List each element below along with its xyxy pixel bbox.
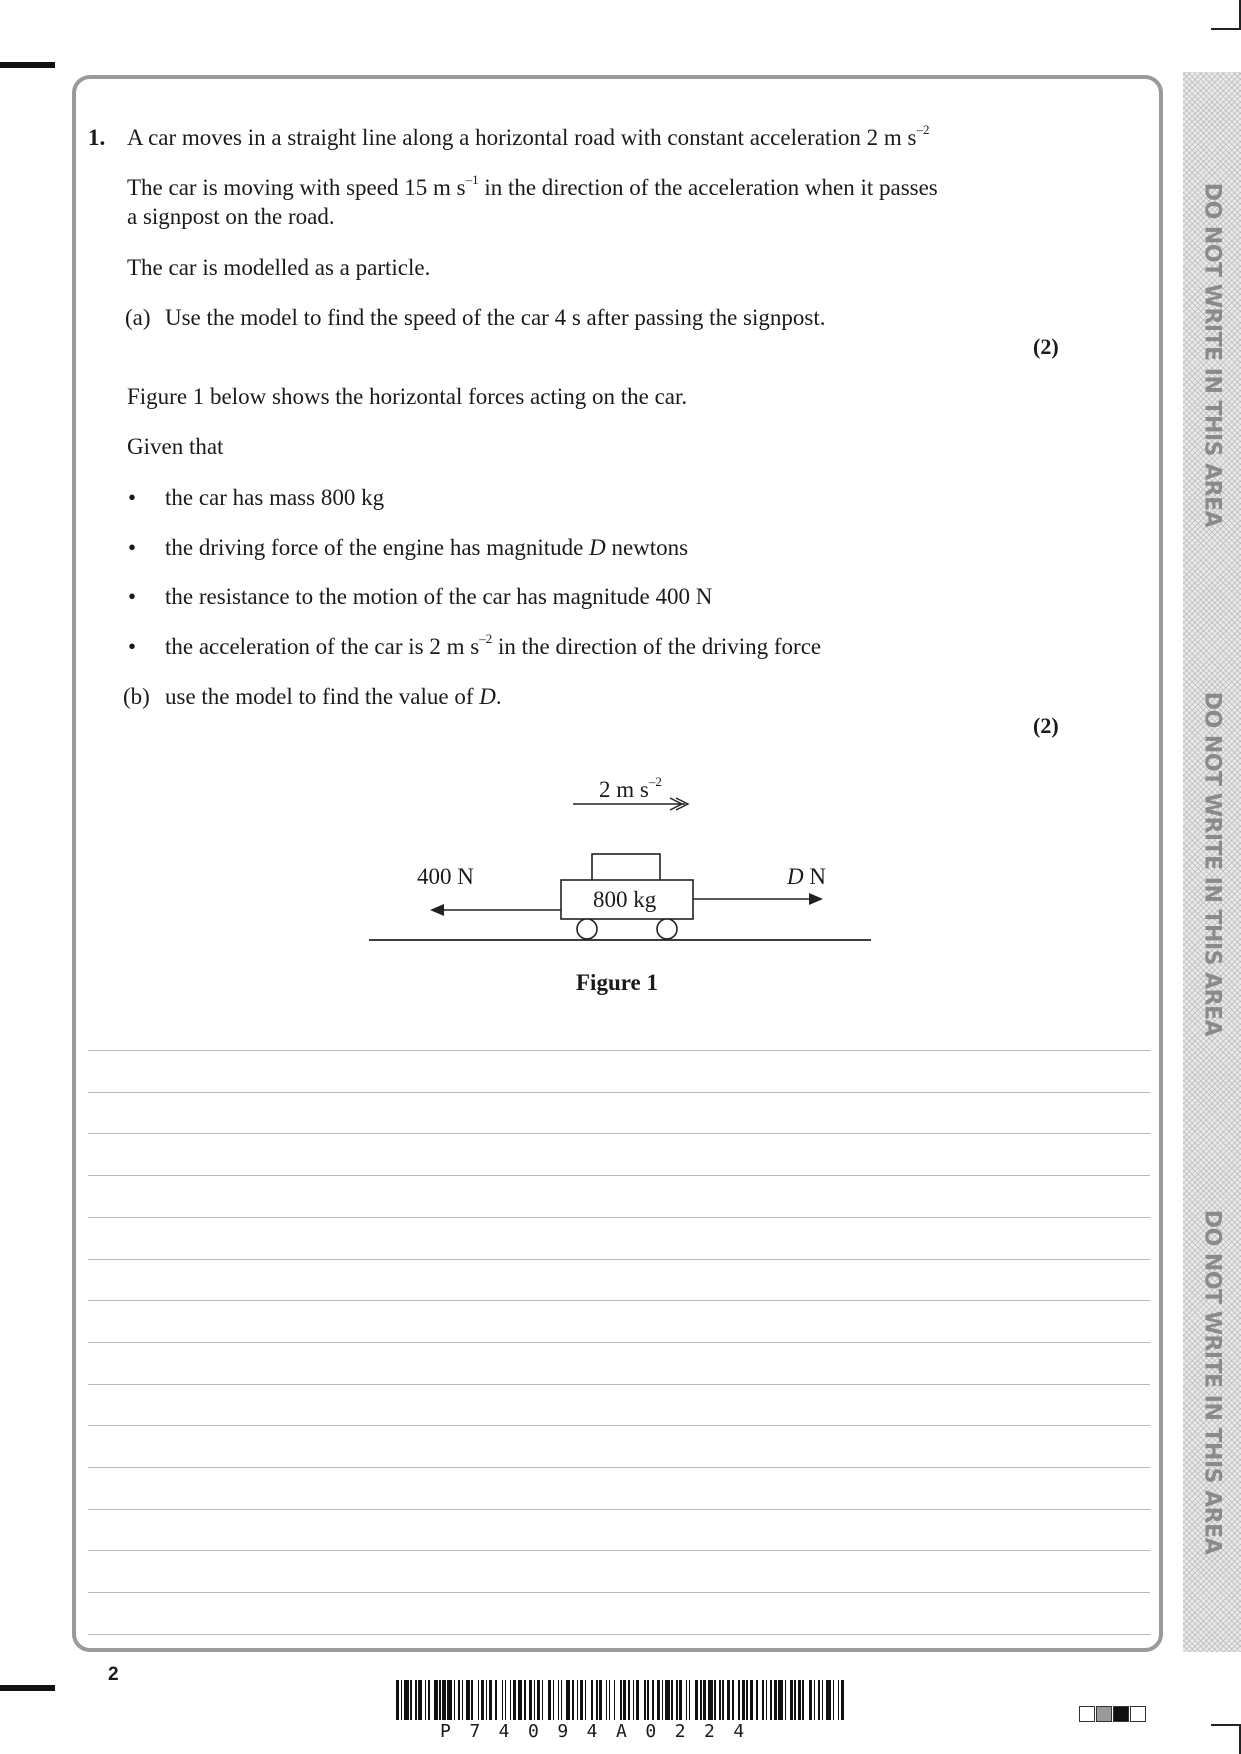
barcode-bar	[714, 1680, 716, 1720]
barcode-bar	[662, 1680, 664, 1720]
barcode-bar	[703, 1680, 706, 1720]
barcode-bar	[542, 1680, 544, 1720]
barcode-bar	[434, 1680, 437, 1720]
barcode-bar	[722, 1680, 724, 1720]
barcode-bar	[442, 1680, 445, 1720]
barcode-bar	[841, 1680, 844, 1720]
answer-line[interactable]	[88, 1550, 1150, 1551]
barcode-bar	[401, 1680, 403, 1720]
part-a-marks: (2)	[1033, 334, 1059, 359]
barcode-bar	[566, 1680, 571, 1720]
barcode-bar	[719, 1680, 721, 1720]
barcode-bar	[505, 1680, 507, 1720]
barcode-bar	[636, 1680, 639, 1720]
resistance-arrowhead	[430, 904, 444, 916]
barcode-bar	[614, 1680, 616, 1720]
barcode-bar	[620, 1680, 622, 1720]
barcode-bar	[770, 1680, 772, 1720]
barcode-bar	[647, 1680, 649, 1720]
barcode-bar	[466, 1680, 469, 1720]
barcode-bar	[750, 1680, 753, 1720]
barcode-bar	[689, 1680, 691, 1720]
barcode-bar	[652, 1680, 654, 1720]
barcode-bar	[798, 1680, 801, 1720]
barcode-bar	[738, 1680, 740, 1720]
answer-line[interactable]	[88, 1092, 1150, 1093]
barcode-bar	[486, 1680, 488, 1720]
barcode-bar	[676, 1680, 678, 1720]
mass-label: 800 kg	[593, 887, 657, 912]
car-wheel-right	[657, 919, 677, 939]
driving-force-label: D N	[787, 864, 826, 889]
bullet-1-mark: •	[128, 485, 137, 510]
barcode-bar	[439, 1680, 441, 1720]
question-number: 1.	[88, 125, 106, 150]
answer-line[interactable]	[88, 1050, 1150, 1051]
barcode-bar	[778, 1680, 783, 1720]
answer-line[interactable]	[88, 1509, 1150, 1510]
bullet-2-text: the driving force of the engine has magnitude D newtons	[165, 535, 689, 560]
barcode-bar	[727, 1680, 730, 1720]
barcode-bar	[695, 1680, 698, 1720]
crop-mark-top-right	[1211, 0, 1241, 30]
barcode-bar	[537, 1680, 540, 1720]
barcode-bar	[746, 1680, 748, 1720]
driving-force-arrowhead	[809, 893, 823, 905]
answer-line[interactable]	[88, 1425, 1150, 1426]
resistance-label: 400 N	[417, 864, 474, 889]
question-intro: A car moves in a straight line along a horizontal road with constant acceleration 2 m $s^{-2}$	[127, 122, 930, 150]
barcode-bar	[577, 1680, 579, 1720]
side-notice-1: DO NOT WRITE IN THIS AREA	[1199, 182, 1225, 528]
barcode-bar	[633, 1680, 635, 1720]
barcode-bar	[489, 1680, 492, 1720]
barcode-bar	[756, 1680, 758, 1720]
question-para2-line2: a signpost on the road.	[127, 204, 335, 229]
bullet-1-text: the car has mass 800 kg	[165, 485, 385, 510]
answer-line[interactable]	[88, 1175, 1150, 1176]
barcode-bar	[410, 1680, 412, 1720]
barcode-bar	[495, 1680, 497, 1720]
barcode-bar	[580, 1680, 583, 1720]
reg-square-4	[1130, 1706, 1146, 1722]
barcode-bar	[585, 1680, 587, 1720]
barcode-bar	[553, 1680, 555, 1720]
car-cab	[592, 854, 660, 883]
barcode-bar	[548, 1680, 551, 1720]
barcode-bar	[396, 1680, 399, 1720]
reg-square-2	[1096, 1706, 1112, 1722]
answer-line[interactable]	[88, 1634, 1150, 1635]
do-not-write-strip	[1183, 72, 1241, 1652]
acceleration-label: 2 m $s^{-2}$	[599, 774, 662, 802]
barcode-bar	[534, 1680, 536, 1720]
barcode-bar	[415, 1680, 417, 1720]
question-model: The car is modelled as a particle.	[127, 255, 431, 280]
answer-line[interactable]	[88, 1467, 1150, 1468]
barcode-bar	[481, 1680, 484, 1720]
barcode-bar	[524, 1680, 526, 1720]
side-notice-2: DO NOT WRITE IN THIS AREA	[1199, 691, 1225, 1037]
barcode	[396, 1680, 844, 1720]
barcode-bar	[818, 1680, 820, 1720]
answer-line[interactable]	[88, 1217, 1150, 1218]
barcode-bar	[591, 1680, 593, 1720]
page-number: 2	[108, 1664, 119, 1685]
barcode-bar	[558, 1680, 560, 1720]
barcode-bar	[700, 1680, 702, 1720]
barcode-bar	[471, 1680, 473, 1720]
given-that: Given that	[127, 434, 224, 459]
barcode-bar	[599, 1680, 602, 1720]
barcode-bar	[762, 1680, 764, 1720]
answer-line[interactable]	[88, 1133, 1150, 1134]
barcode-bar	[529, 1680, 532, 1720]
barcode-bar	[657, 1680, 660, 1720]
barcode-bar	[628, 1680, 630, 1720]
barcode-bar	[766, 1680, 768, 1720]
barcode-bar	[790, 1680, 793, 1720]
barcode-bar	[428, 1680, 430, 1720]
barcode-text: P74094A0224	[440, 1721, 763, 1742]
barcode-bar	[454, 1680, 456, 1720]
barcode-bar	[822, 1680, 824, 1720]
figure-intro: Figure 1 below shows the horizontal forces acting on the car.	[127, 384, 688, 409]
barcode-bar	[833, 1680, 835, 1720]
answer-line[interactable]	[88, 1384, 1150, 1385]
bullet-4-text: the acceleration of the car is 2 m $s^{-2}$ in the direction of the driving force	[165, 631, 822, 659]
barcode-bar	[561, 1680, 563, 1720]
barcode-bar	[606, 1680, 608, 1720]
barcode-bar	[708, 1680, 713, 1720]
answer-line[interactable]	[88, 1342, 1150, 1343]
barcode-bar	[404, 1680, 409, 1720]
barcode-bar	[814, 1680, 816, 1720]
part-a-text: Use the model to find the speed of the car 4 s after passing the signpost.	[165, 305, 826, 330]
car-wheel-left	[577, 919, 597, 939]
bullet-3-mark: •	[128, 584, 137, 609]
barcode-bar	[478, 1680, 480, 1720]
barcode-bar	[425, 1680, 427, 1720]
barcode-bar	[502, 1680, 504, 1720]
answer-line[interactable]	[88, 1592, 1150, 1593]
bullet-2-mark: •	[128, 535, 137, 560]
barcode-bar	[838, 1680, 840, 1720]
crop-mark-bottom-right	[1211, 1724, 1241, 1754]
barcode-bar	[572, 1680, 574, 1720]
barcode-bar	[596, 1680, 598, 1720]
barcode-bar	[418, 1680, 421, 1720]
answer-line[interactable]	[88, 1300, 1150, 1301]
barcode-bar	[794, 1680, 796, 1720]
barcode-bar	[679, 1680, 682, 1720]
reg-square-3	[1113, 1706, 1129, 1722]
barcode-bar	[510, 1680, 512, 1720]
reg-square-1	[1079, 1706, 1095, 1722]
barcode-bar	[686, 1680, 688, 1720]
barcode-bar	[774, 1680, 777, 1720]
registration-mark-top-left	[0, 62, 55, 68]
bullet-3-text: the resistance to the motion of the car has magnitude 400 N	[165, 584, 713, 609]
barcode-bar	[609, 1680, 611, 1720]
question-para2-line1: The car is moving with speed 15 m $s^{-1}$ in the direction of the acceleration when it passes	[127, 172, 938, 200]
barcode-bar	[802, 1680, 804, 1720]
barcode-bar	[665, 1680, 670, 1720]
barcode-bar	[447, 1680, 452, 1720]
bullet-4-mark: •	[128, 634, 137, 659]
barcode-bar	[742, 1680, 745, 1720]
barcode-bar	[458, 1680, 460, 1720]
answer-line[interactable]	[88, 1259, 1150, 1260]
barcode-bar	[644, 1680, 646, 1720]
barcode-bar	[732, 1680, 734, 1720]
side-notice-3: DO NOT WRITE IN THIS AREA	[1199, 1209, 1225, 1555]
part-b-marks: (2)	[1033, 713, 1059, 738]
barcode-bar	[462, 1680, 464, 1720]
figure-caption: Figure 1	[576, 970, 658, 995]
barcode-bar	[809, 1680, 812, 1720]
barcode-bar	[785, 1680, 787, 1720]
barcode-bar	[513, 1680, 516, 1720]
barcode-bar	[826, 1680, 831, 1720]
registration-mark-bottom-left	[0, 1685, 55, 1691]
part-b-text: use the model to find the value of D.	[165, 684, 502, 709]
barcode-bar	[671, 1680, 673, 1720]
part-b-label: (b)	[123, 684, 150, 709]
barcode-bar	[518, 1680, 523, 1720]
barcode-bar	[623, 1680, 626, 1720]
part-a-label: (a)	[125, 305, 151, 330]
